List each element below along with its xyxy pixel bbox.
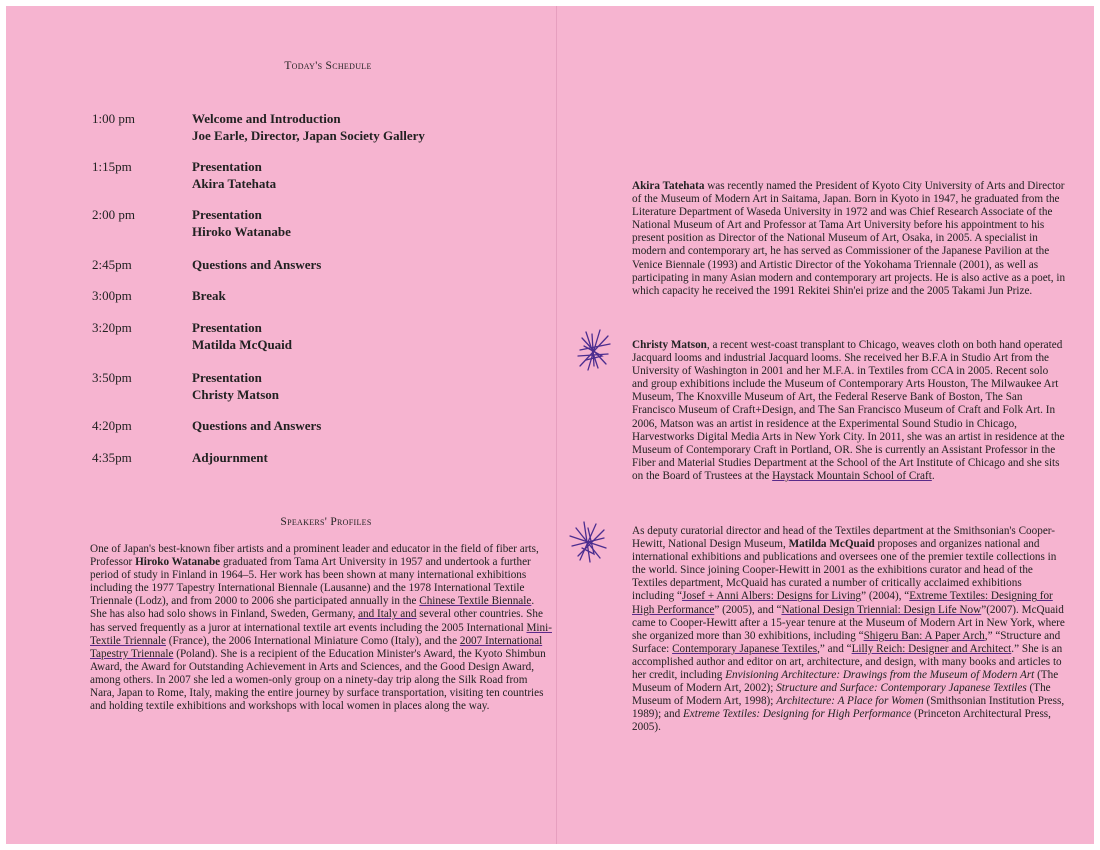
schedule-time: 2:00 pm	[92, 207, 135, 222]
schedule-event: Questions and Answers	[192, 257, 322, 272]
schedule-event: Break	[192, 288, 226, 303]
schedule-time: 3:00pm	[92, 288, 132, 303]
speaker-name: Hiroko Watanabe	[135, 556, 221, 569]
schedule-time: 4:35pm	[92, 450, 132, 465]
speaker-name: Christy Matson	[632, 339, 707, 351]
speaker-name: Akira Tatehata	[632, 180, 705, 192]
schedule-title: Today's Schedule	[284, 60, 372, 72]
schedule-event: Presentation	[192, 207, 262, 222]
schedule-event: Presentation	[192, 320, 262, 335]
profile-watanabe: One of Japan's best-known fiber artists and a prominent leader and educator in the field of fiber arts, Professor Hiroko Watanabe graduated from Tama Art University in 1957 and undertook a further period of study in Finland in 1964–5. Her work has been shown at many international exhibitions including the 1977 Tapestry International Biennale (Lausanne) and the 1978 International Textile Triennale (Lodz), and from 2000 to 2006 she participated annually in the Chinese Textile Biennale. She has also had solo shows in Finland, Sweden, Germany, and Italy and several other countries. She has served frequently as a juror at international textile art events including the 2005 International Mini-Textile Triennale (France), the 2006 International Miniature Como (Italy), and the 2007 International Tapestry Triennale (Poland). She is a recipient of the Education Minister's Award, the Kyoto Shimbun Award, the Award for Outstanding Achievement in Arts and Sciences, and the Good Design Award, among others. In 2007 she led a women-only group on a ninety-day trip along the Silk Road from Nara, Japan to Rome, Italy, making the entire journey by surface transportation, visiting ten countries and holding textile exhibitions and workshops with local women in places along the way.	[90, 543, 552, 713]
schedule-event: Presentation	[192, 159, 262, 174]
schedule-event: Welcome and Introduction	[192, 111, 341, 126]
schedule-time: 3:20pm	[92, 320, 132, 335]
underlined-text: Chinese Textile Biennale	[419, 595, 532, 608]
underlined-text: Shigeru Ban: A Paper Arch	[863, 629, 985, 642]
schedule-event: Presentation	[192, 370, 262, 385]
schedule-time: 4:20pm	[92, 418, 132, 433]
underlined-text: National Design Triennial: Design Life Now	[781, 603, 982, 616]
schedule-speaker: Hiroko Watanabe	[192, 224, 291, 239]
speaker-name: Matilda McQuaid	[788, 538, 875, 551]
underlined-text: Contemporary Japanese Textiles	[672, 642, 818, 655]
pen-scribble-mark	[566, 518, 612, 566]
underlined-text: Josef + Anni Albers: Designs for Living	[682, 590, 862, 603]
underlined-text: 2007 International Tapestry Triennale	[90, 634, 543, 660]
underlined-text: and Italy and	[358, 608, 417, 621]
fold-line	[556, 6, 557, 844]
schedule-event: Questions and Answers	[192, 418, 322, 433]
schedule-speaker: Matilda McQuaid	[192, 337, 293, 352]
schedule-speaker: Christy Matson	[192, 387, 280, 402]
profile-tatehata: Akira Tatehata was recently named the President of Kyoto City University of Arts and Director of the Museum of Modern Art in Saitama, Japan. Born in Kyoto in 1947, he graduated from the Literature Department of Waseda University in 1972 and was Chief Research Associate of the National Museum of Art and Professor at Tama Art University before his appointment to his present position as Director of the National Museum of Art, Osaka, in 2005. A specialist in modern and contemporary art, he has served as Commissioner of the Japanese Pavilion at the Venice Biennale (1993) and Artistic Director of the Yokohama Triennale (2001), as well as participating in many Asian modern and contemporary art projects. He is also active as a poet, in which capacity he received the 1991 Rekitei Shin'ei prize and the 2005 Takami Jun Prize.	[632, 180, 1066, 297]
profiles-title: Speakers' Profiles	[280, 516, 372, 528]
underlined-text: Mini-Textile Triennale	[90, 621, 552, 647]
underlined-text: Lilly Reich: Designer and Architect	[851, 642, 1012, 655]
schedule-time: 3:50pm	[92, 370, 132, 385]
schedule-time: 2:45pm	[92, 257, 132, 272]
schedule-time: 1:15pm	[92, 159, 132, 174]
profile-mcquaid: As deputy curatorial director and head of the Textiles department at the Smithsonian's Cooper-Hewitt, National Design Museum, Matilda McQuaid proposes and organizes national and international exhibitions and publications and oversees one of the premier textile collections in the world. Since joining Cooper-Hewitt in 2001 as the exhibitions curator and head of the Textiles department, McQuaid has curated a number of critically acclaimed exhibitions including “Josef + Anni Albers: Designs for Living” (2004), “Extreme Textiles: Designing for High Performance” (2005), and “National Design Triennial: Design Life Now”(2007). McQuaid came to Cooper-Hewitt after a 15-year tenure at the Museum of Modern Art in New York, where she organized more than 30 exhibitions, including “Shigeru Ban: A Paper Arch,” “Structure and Surface: Contemporary Japanese Textiles,” and “Lilly Reich: Designer and Architect.” She is an accomplished author and editor on art, architecture, and design, with many books and articles to her credit, including Envisioning Architecture: Drawings from the Museum of Modern Art (The Museum of Modern Art, 2002); Structure and Surface: Contemporary Japanese Textiles (The Museum of Modern Art, 1998); Architecture: A Place for Women (Smithsonian Institution Press, 1989); and Extreme Textiles: Designing for High Performance (Princeton Architectural Press, 2005).	[632, 525, 1065, 734]
schedule-event: Adjournment	[192, 450, 268, 465]
schedule-speaker: Akira Tatehata	[192, 176, 277, 191]
underlined-text: Extreme Textiles: Designing for High Performance	[632, 590, 1053, 616]
program-sheet	[6, 6, 1094, 844]
profile-matson: Christy Matson, a recent west-coast transplant to Chicago, weaves cloth on both hand operated Jacquard looms and industrial Jacquard looms. She received her B.F.A in Studio Art from the University of Washington in 2001 and her M.F.A. in Textiles from CCA in 2005. Recent solo and group exhibitions include the Museum of Contemporary Arts Houston, The Milwaukee Art Museum, The Knoxville Museum of Art, the Federal Reserve Bank of Boston, The San Francisco Museum of Craft+Design, and The San Francisco Museum of Craft and Folk Art. In 2006, Matson was an artist in residence at the Experimental Sound Studio in Chicago, Harvestworks Digital Media Arts in New York City. In 2011, she was an artist in residence at the Museum of Contemporary Craft in Portland, OR. She is currently an Assistant Professor in the Fiber and Material Studies Department at the School of the Art Institute of Chicago and she sits on the Board of Trustees at the Haystack Mountain School of Craft.	[632, 339, 1065, 482]
schedule-speaker: Joe Earle, Director, Japan Society Gallery	[192, 128, 425, 143]
underlined-text: Haystack Mountain School of Craft	[772, 469, 932, 482]
schedule-time: 1:00 pm	[92, 111, 135, 126]
pen-scribble-mark	[572, 326, 616, 372]
